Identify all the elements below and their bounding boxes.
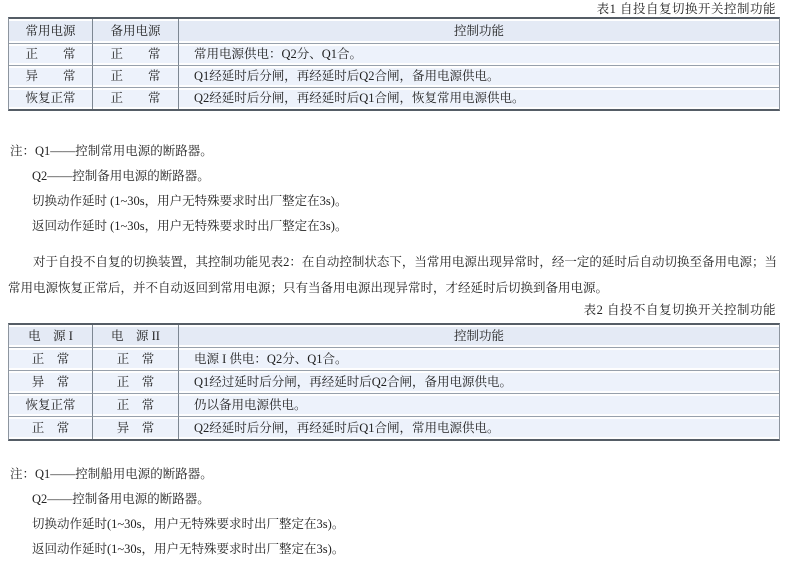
table1-r2-backup: 正 常 [93, 66, 179, 88]
note-line: Q2——控制备用电源的断路器。 [32, 492, 210, 506]
table-row [9, 348, 779, 371]
table-row [9, 44, 779, 66]
note-line: Q2——控制备用电源的断路器。 [32, 169, 210, 183]
table1-r3-function: Q2经延时后分闸，再经延时后Q1合闸，恢复常用电源供电。 [179, 88, 779, 109]
table1-notes [10, 139, 786, 239]
table2-caption: 表2 自投不自复切换开关控制功能 [583, 303, 776, 317]
table2-r1-function: 电源 I 供电：Q2分、Q1合。 [179, 348, 779, 371]
table2-r4-function: Q2经延时后分闸，再经延时后Q1合闸，常用电源供电。 [179, 417, 779, 439]
table1-r1-backup: 正 常 [93, 44, 179, 66]
table2-r4-source1: 正 常 [9, 417, 93, 439]
table1-header-row [9, 19, 779, 44]
table1-caption: 表1 自投自复切换开关控制功能 [596, 2, 776, 16]
note-line: 返回动作延时 (1~30s，用户无特殊要求时出厂整定在3s)。 [32, 219, 348, 233]
table2-header-control-function: 控制功能 [179, 325, 779, 348]
table2-r1-source2: 正 常 [93, 348, 179, 371]
table2-header-source1: 电 源 I [9, 325, 93, 348]
note-line: 注：Q1——控制船用电源的断路器。 [10, 467, 213, 481]
table2-header-source2: 电 源 II [93, 325, 179, 348]
table1-header-control-function: 控制功能 [179, 19, 779, 44]
table1-r3-main: 恢复正常 [9, 88, 93, 109]
table1-r1-function: 常用电源供电：Q2分、Q1合。 [179, 44, 779, 66]
body-paragraph: 对于自投不自复的切换装置，其控制功能见表2：在自动控制状态下，当常用电源出现异常时，经一定的延时后自动切换至备用电源；当常用电源恢复正常后，并不自动返回到常用电源；只有当备用电源出现异常时，才经延时后切换到备用电源。 [8, 255, 777, 295]
table1-auto-transfer-auto-return [8, 17, 780, 111]
table1-header-backup-source: 备用电源 [93, 19, 179, 44]
table2-r2-source1: 异 常 [9, 371, 93, 394]
table2-r2-function: Q1经过延时后分闸，再经延时后Q2合闸，备用电源供电。 [179, 371, 779, 394]
note-line: 切换动作延时(1~30s，用户无特殊要求时出厂整定在3s)。 [32, 517, 345, 531]
table2-r3-source2: 正 常 [93, 394, 179, 417]
table1-r2-main: 异 常 [9, 66, 93, 88]
table1-header-main-source: 常用电源 [9, 19, 93, 44]
table2-header-row [9, 325, 779, 348]
table1-r2-function: Q1经延时后分闸，再经延时后Q2合闸，备用电源供电。 [179, 66, 779, 88]
table1-r3-backup: 正 常 [93, 88, 179, 109]
note-line: 切换动作延时 (1~30s，用户无特殊要求时出厂整定在3s)。 [32, 194, 348, 208]
table2-r2-source2: 正 常 [93, 371, 179, 394]
table-row [9, 417, 779, 439]
table-row [9, 394, 779, 417]
table-row [9, 371, 779, 394]
table2-notes [10, 462, 786, 562]
table-row [9, 88, 779, 109]
table1-r1-main: 正 常 [9, 44, 93, 66]
table2-auto-transfer-no-return [8, 323, 780, 441]
table2-r1-source1: 正 常 [9, 348, 93, 371]
table2-r3-source1: 恢复正常 [9, 394, 93, 417]
table2-r4-source2: 异 常 [93, 417, 179, 439]
note-line: 注：Q1——控制常用电源的断路器。 [10, 144, 213, 158]
note-line: 返回动作延时(1~30s，用户无特殊要求时出厂整定在3s)。 [32, 542, 345, 556]
table2-r3-function: 仍以备用电源供电。 [179, 394, 779, 417]
table-row [9, 66, 779, 88]
